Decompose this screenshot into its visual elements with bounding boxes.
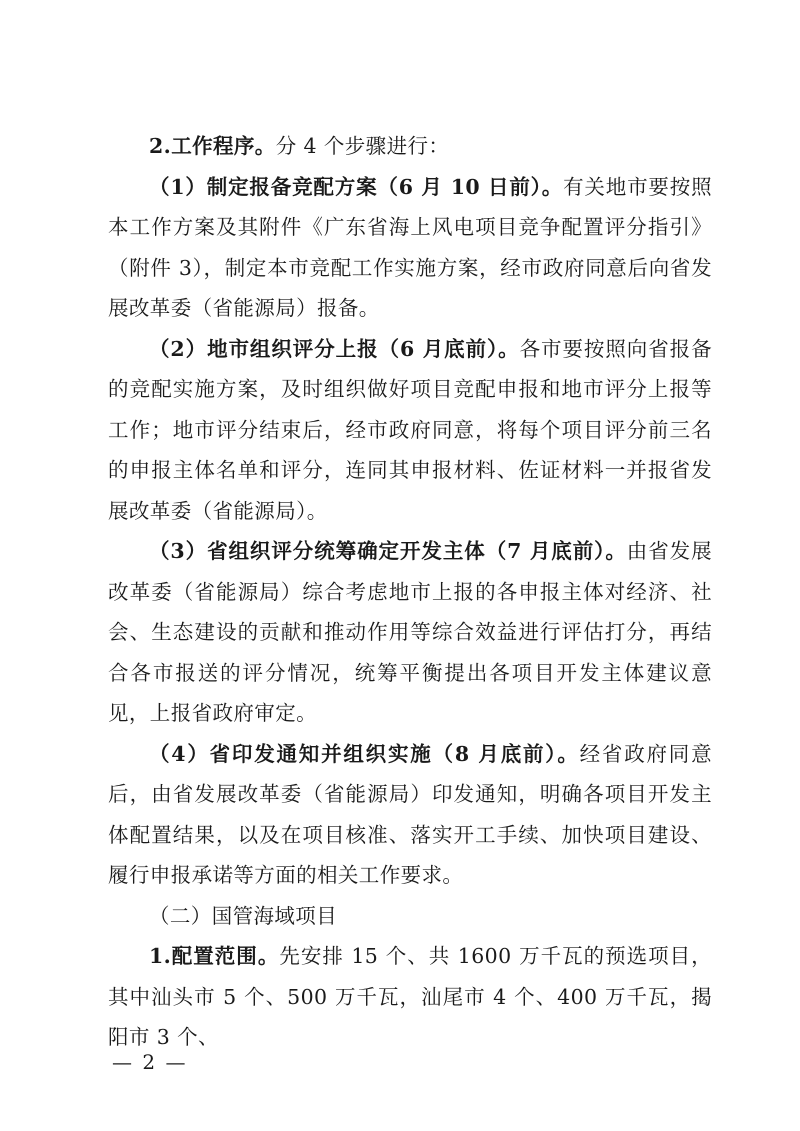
paragraph-lead: 1.配置范围。: [149, 944, 280, 968]
paragraph-lead: （3）省组织评分统筹确定开发主体（7 月底前）。: [149, 539, 627, 563]
document-body: [108, 126, 712, 1058]
paragraph-step-1: [108, 167, 712, 329]
paragraph-text: 由省发展改革委（省能源局）综合考虑地市上报的各申报主体对经济、社会、生态建设的贡献和推动作用等综合效益进行评估打分，再结合各市报送的评分情况，统筹平衡提出各项目开发主体建议意见，上报省政府审定。: [108, 539, 712, 725]
paragraph-text: 经省政府同意后，由省发展改革委（省能源局）印发通知，明确各项目开发主体配置结果，以及在项目核准、落实开工手续、加快项目建设、履行申报承诺等方面的相关工作要求。: [108, 741, 712, 887]
paragraph-text: 有关地市要按照本工作方案及其附件《广东省海上风电项目竞争配置评分指引》（附件 3），制定本市竞配工作实施方案，经市政府同意后向省发展改革委（省能源局）报备。: [108, 174, 712, 320]
page-number: — 2 —: [112, 1050, 188, 1074]
paragraph-allocation-scope: [108, 936, 712, 1058]
paragraph-text: （二）国管海域项目: [149, 903, 338, 928]
paragraph-step-2: [108, 329, 712, 532]
paragraph-step-3: [108, 531, 712, 734]
section-heading-national-waters: [108, 896, 712, 937]
paragraph-lead: 2.工作程序。: [149, 134, 276, 158]
paragraph-text: 各市要按照向省报备的竞配实施方案，及时组织做好项目竞配申报和地市评分上报等工作；地市评分结束后，经市政府同意，将每个项目评分前三名的申报主体名单和评分，连同其申报材料、佐证材料一并报省发展改革委（省能源局）。: [108, 336, 712, 523]
paragraph-text: 分 4 个步骤进行：: [275, 134, 450, 158]
paragraph-step-4: [108, 734, 712, 896]
paragraph-lead: （4）省印发通知并组织实施（8 月底前）。: [149, 741, 580, 766]
paragraph-work-procedure: [108, 126, 712, 167]
paragraph-lead: （2）地市组织评分上报（6 月底前）。: [149, 336, 520, 361]
paragraph-lead: （1）制定报备竞配方案（6 月 10 日前）。: [149, 174, 564, 199]
paragraph-text: 先安排 15 个、共 1600 万千瓦的预选项目，其中汕头市 5 个、500 万千瓦，汕尾市 4 个、400 万千瓦，揭阳市 3 个、: [108, 944, 713, 1049]
